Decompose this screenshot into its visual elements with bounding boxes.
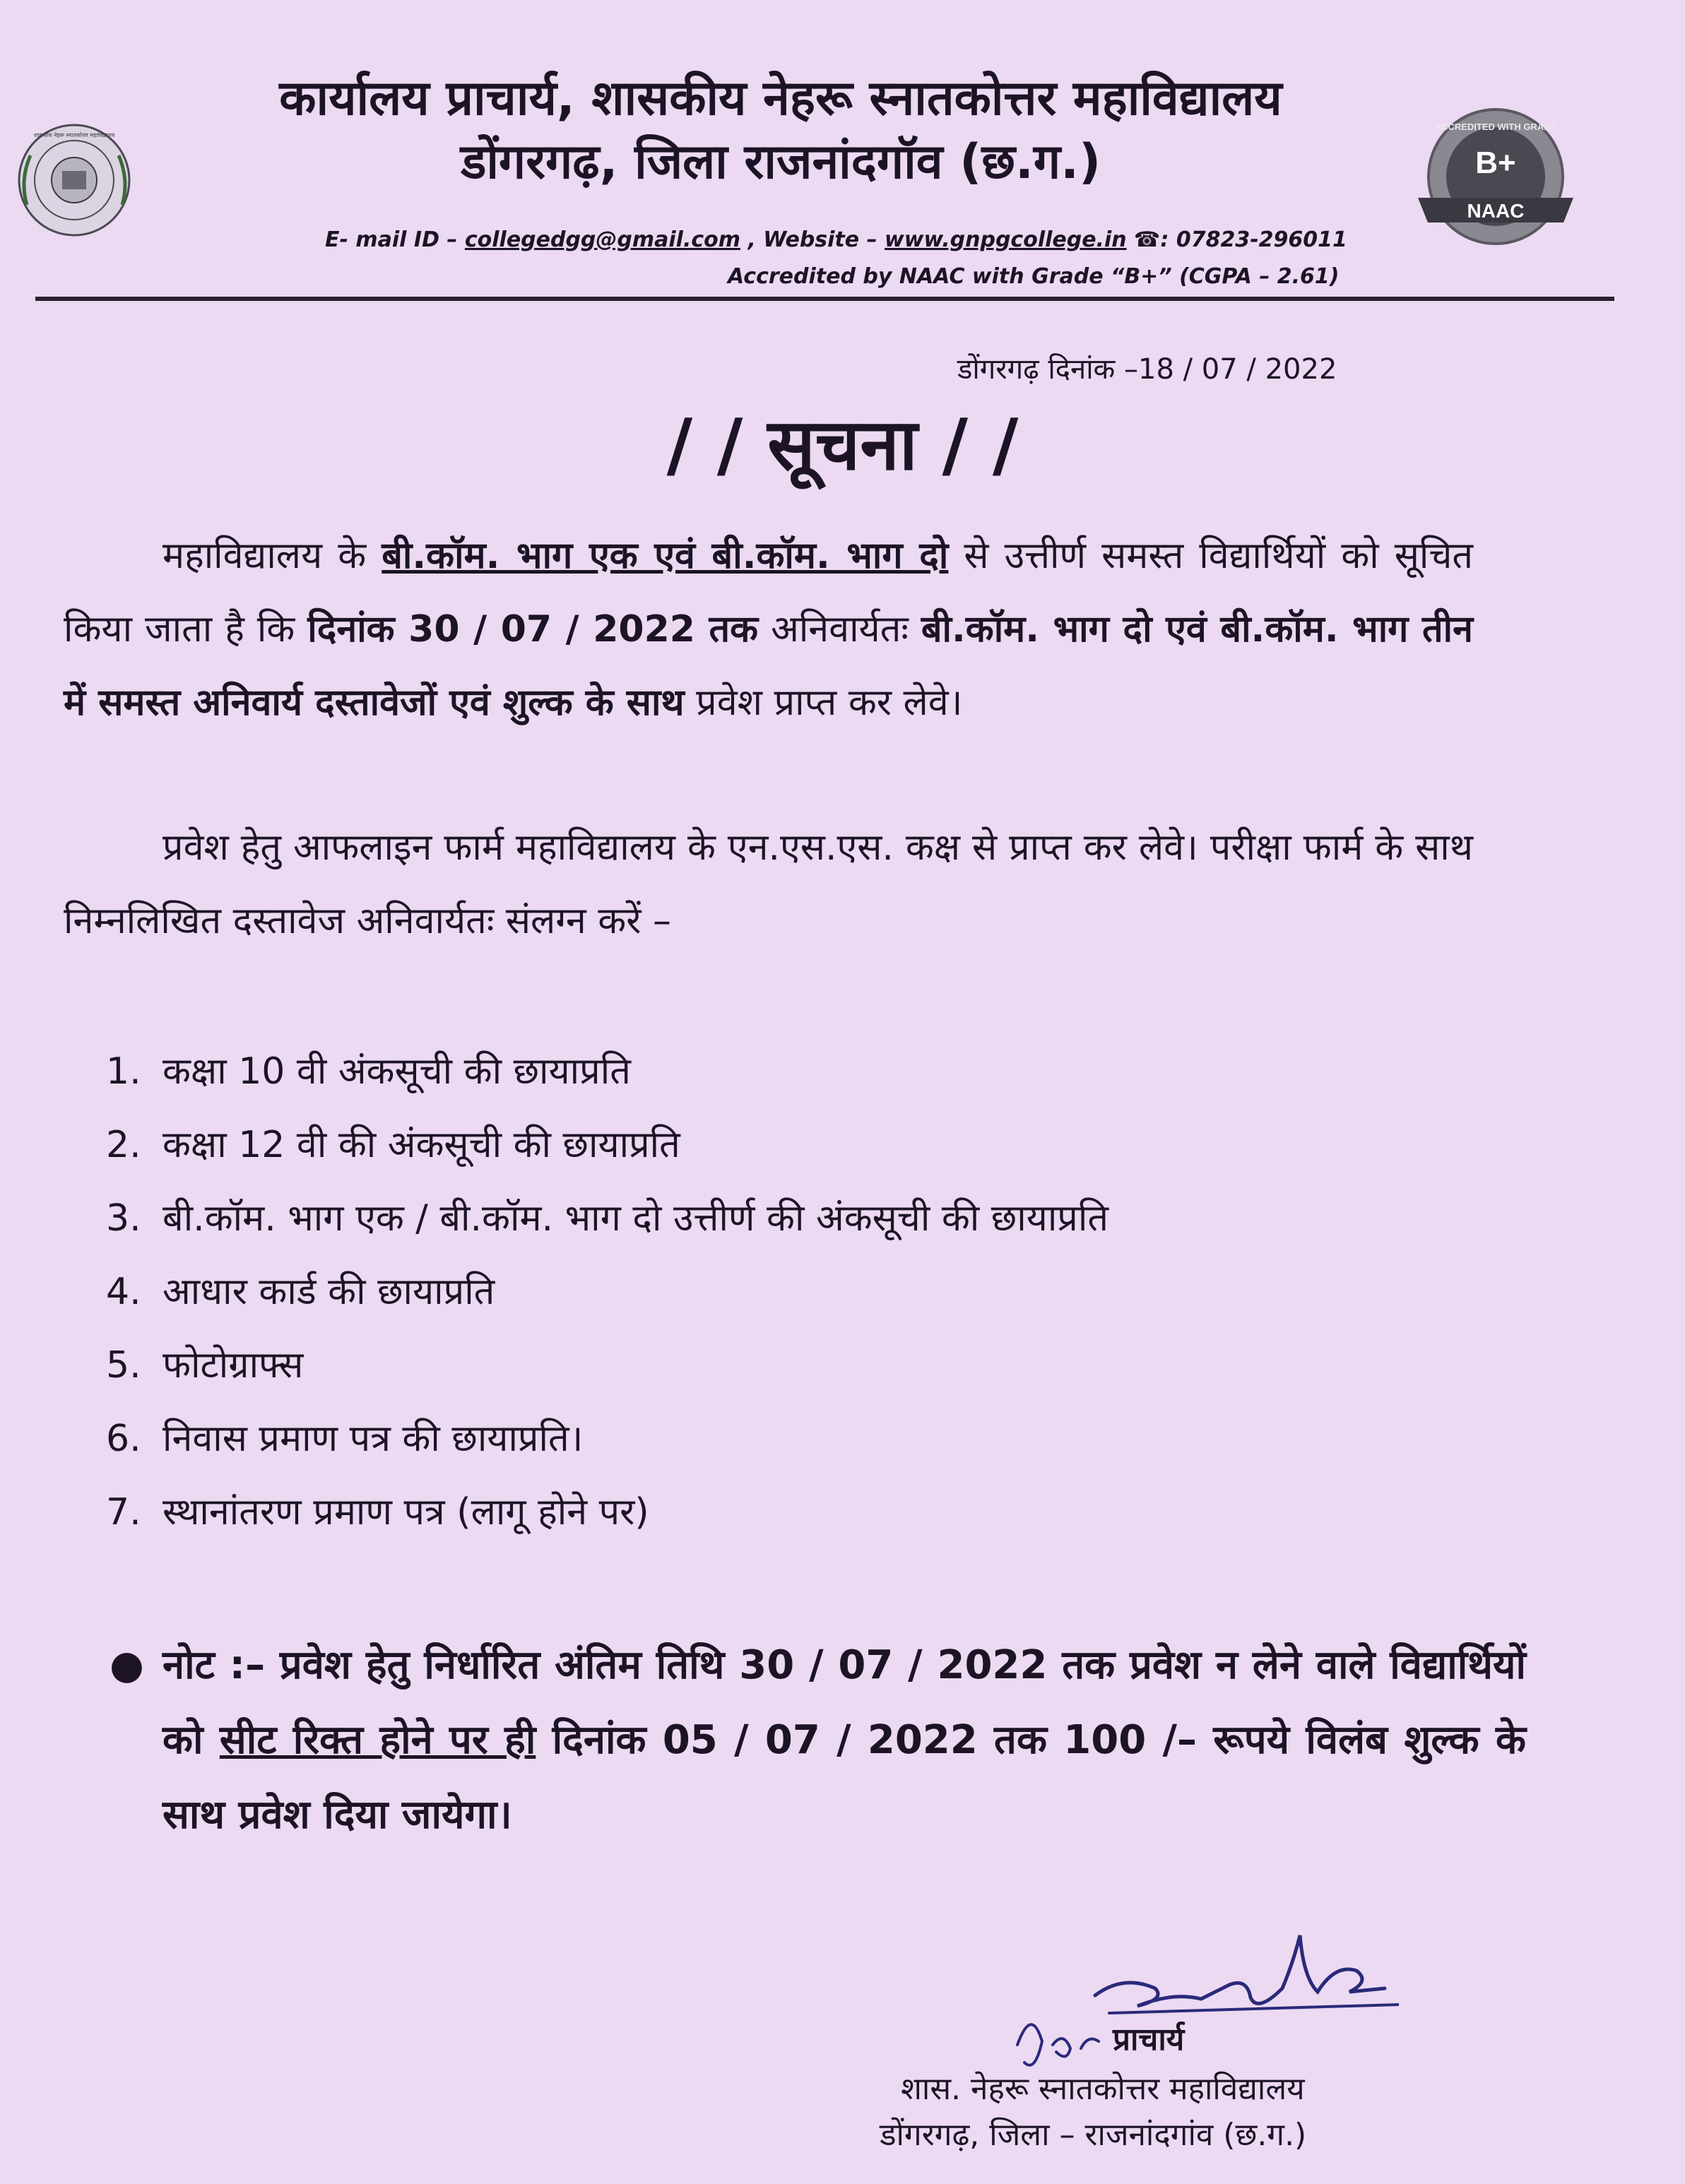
college-emblem-icon	[13, 120, 136, 240]
list-text: निवास प्रमाण पत्र की छायाप्रति।	[162, 1418, 584, 1460]
phone-number: ☎: 07823-296011	[1134, 227, 1347, 252]
signatory-college: शास. नेहरू स्नातकोत्तर महाविद्यालय	[901, 2071, 1305, 2107]
naac-badge-icon	[1402, 106, 1590, 247]
list-item	[106, 1108, 1473, 1182]
bullet-icon: ●	[110, 1642, 144, 1688]
list-item	[106, 1255, 1473, 1329]
college-title-line2: डोंगरगढ़, जिला राजनांदगॉव (छ.ग.)	[460, 134, 1101, 190]
late-fee-note	[110, 1628, 1526, 1853]
naac-grade: B+	[1475, 146, 1516, 180]
para1-classes: बी.कॉम. भाग एक एवं बी.कॉम. भाग दो	[382, 535, 949, 577]
list-item	[106, 1329, 1473, 1402]
notice-date: डोंगरगढ़ दिनांक –18 / 07 / 2022	[957, 353, 1337, 386]
naac-label: NAAC	[1467, 200, 1525, 222]
list-item	[106, 1476, 1473, 1549]
list-text: कक्षा 10 वी अंकसूची की छायाप्रति	[162, 1050, 631, 1093]
list-text: बी.कॉम. भाग एक / बी.कॉम. भाग दो उत्तीर्ण की अंकसूची की छायाप्रति	[162, 1197, 1108, 1240]
note-text-3: दिनांक 05 / 07 / 2022 तक 100 /– रूपये विलंब शुल्क के साथ प्रवेश दिया जायेगा।	[162, 1717, 1527, 1838]
list-number: 1.	[106, 1050, 141, 1093]
list-item	[106, 1402, 1473, 1476]
website-link[interactable]: www.gnpgcollege.in	[885, 227, 1127, 252]
list-text: फोटोग्राफ्स	[162, 1344, 304, 1387]
list-number: 6.	[106, 1418, 141, 1460]
notice-title: / / सूचना / /	[666, 403, 1019, 486]
notice-paragraph-1	[64, 519, 1473, 740]
list-number: 2.	[106, 1124, 141, 1166]
list-text: कक्षा 12 वी की अंकसूची की छायाप्रति	[162, 1124, 680, 1166]
para1-requirement: बी.कॉम. भाग दो एवं बी.कॉम. भाग तीन में समस्त अनिवार्य दस्तावेजों एवं शुल्क के साथ	[64, 608, 1473, 724]
list-text: आधार कार्ड की छायाप्रति	[162, 1271, 495, 1313]
header-divider	[35, 297, 1614, 301]
note-text-1: नोट :– प्रवेश हेतु निर्धारित अंतिम तिथि 30 / 07 / 2022 तक प्रवेश न लेने वाले विद्यार्थियों को	[162, 1642, 1526, 1763]
list-item	[106, 1182, 1473, 1255]
email-link[interactable]: collegedgg@gmail.com	[464, 227, 741, 252]
list-number: 7.	[106, 1491, 141, 1533]
accreditation-line: Accredited by NAAC with Grade “B+” (CGPA – 2.61)	[728, 264, 1340, 289]
notice-paragraph-2: प्रवेश हेतु आफलाइन फार्म महाविद्यालय के एन.एस.एस. कक्ष से प्राप्त कर लेवे। परीक्षा फार्म के साथ निम्नलिखित दस्तावेज अनिवार्यतः संलग्न करें –	[64, 826, 1473, 942]
list-number: 4.	[106, 1271, 141, 1313]
para1-text-5: अनिवार्यतः	[758, 608, 921, 651]
emblem-ring-text: शासकीय नेहरू स्नातकोत्तर महाविद्यालय	[33, 132, 115, 138]
note-seat-condition: सीट रिक्त होने पर ही	[219, 1717, 536, 1763]
list-number: 5.	[106, 1344, 141, 1387]
website-label: , Website –	[740, 227, 885, 252]
list-item	[106, 1035, 1473, 1108]
para1-text-1: महाविद्यालय के	[162, 535, 382, 577]
para1-text-7: प्रवेश प्राप्त कर लेवे।	[684, 682, 963, 724]
signatory-place: डोंगरगढ़, जिला – राजनांदगांव (छ.ग.)	[880, 2117, 1307, 2153]
para1-text-3: से उत्तीर्ण समस्त विद्यार्थियों को सूचित किया जाता है कि	[64, 535, 1473, 651]
naac-ring-text: ACCREDITED WITH GRADE	[1434, 121, 1557, 132]
contact-line	[325, 227, 1347, 252]
college-title-line1: कार्यालय प्राचार्य, शासकीय नेहरू स्नातकोत्तर महाविद्यालय	[279, 71, 1282, 126]
principal-signature-icon	[1003, 1921, 1399, 2084]
signatory-title: प्राचार्य	[1113, 2022, 1185, 2058]
list-number: 3.	[106, 1197, 141, 1240]
documents-list	[106, 1035, 1473, 1549]
college-title	[162, 67, 1399, 194]
list-text: स्थानांतरण प्रमाण पत्र (लागू होने पर)	[162, 1491, 649, 1533]
email-label: E- mail ID –	[325, 227, 465, 252]
para1-deadline: दिनांक 30 / 07 / 2022 तक	[307, 608, 759, 651]
